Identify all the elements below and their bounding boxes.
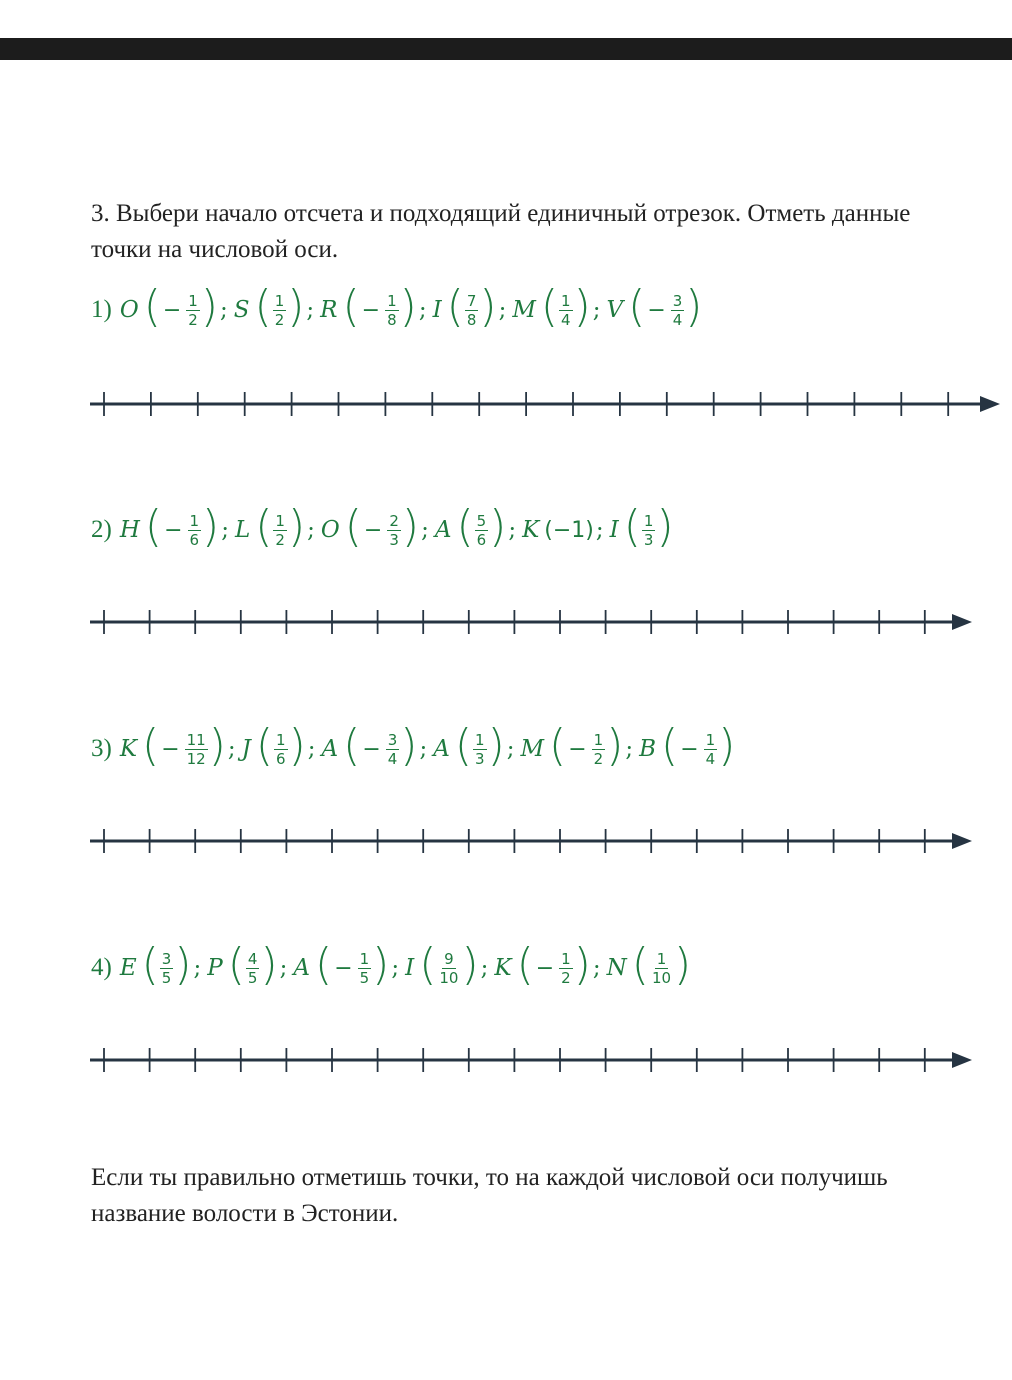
point-letter: P bbox=[207, 955, 223, 981]
close-paren: ) bbox=[400, 720, 418, 771]
close-paren: ) bbox=[202, 501, 220, 552]
close-paren: ) bbox=[461, 939, 479, 990]
exercise-4-points bbox=[91, 938, 691, 998]
fraction-denominator: 3 bbox=[643, 530, 654, 549]
separator: ; bbox=[193, 955, 202, 981]
minus-sign: − bbox=[362, 736, 381, 762]
point-letter: I bbox=[405, 955, 415, 981]
point-coordinate bbox=[207, 939, 278, 990]
point-letter: S bbox=[233, 297, 250, 323]
footer-line-1: Если ты правильно отметишь точки, то на каждой числовой оси получишь bbox=[91, 1164, 888, 1191]
close-paren: ) bbox=[656, 501, 674, 552]
open-paren: ( bbox=[254, 281, 272, 332]
close-paren: ) bbox=[401, 501, 420, 552]
exercise-number: 3) bbox=[91, 735, 112, 762]
fraction bbox=[246, 951, 260, 986]
point-coordinate bbox=[433, 720, 505, 771]
task-header-line-2: точки на числовой оси. bbox=[91, 236, 339, 263]
fraction-numerator: 2 bbox=[389, 511, 399, 530]
separator: ; bbox=[506, 736, 515, 762]
open-paren: ( bbox=[446, 281, 464, 332]
fraction-denominator: 5 bbox=[247, 968, 258, 987]
point-coordinate bbox=[119, 281, 219, 332]
open-paren: ( bbox=[631, 939, 649, 990]
axis-arrow-icon bbox=[980, 396, 1000, 412]
fraction bbox=[650, 951, 673, 986]
close-paren: ) bbox=[287, 281, 305, 332]
fraction-numerator: 3 bbox=[387, 730, 398, 749]
point-coordinate bbox=[119, 720, 226, 771]
minus-sign: − bbox=[361, 297, 381, 323]
point-letter: I bbox=[432, 297, 442, 323]
open-paren: ( bbox=[623, 501, 641, 552]
open-paren: ( bbox=[628, 281, 646, 332]
open-paren: ( bbox=[142, 720, 160, 771]
point-letter: A bbox=[433, 736, 450, 762]
fraction-denominator: 5 bbox=[161, 968, 172, 987]
close-paren: ) bbox=[487, 720, 505, 771]
top-bar bbox=[0, 38, 1012, 60]
point-letter: J bbox=[241, 736, 251, 762]
open-paren: ( bbox=[141, 939, 159, 990]
close-paren: ) bbox=[200, 281, 219, 332]
point-coordinate bbox=[522, 517, 594, 543]
exercise-number: 1) bbox=[91, 296, 112, 323]
fraction-denominator: 6 bbox=[189, 530, 200, 549]
fraction bbox=[475, 513, 489, 548]
point-letter: I bbox=[609, 517, 619, 543]
open-paren: ( bbox=[315, 939, 333, 990]
separator: ; bbox=[307, 736, 316, 762]
fraction bbox=[186, 293, 200, 328]
point-letter: E bbox=[119, 955, 137, 981]
fraction bbox=[185, 732, 208, 767]
fraction bbox=[274, 732, 288, 767]
fraction-numerator: 3 bbox=[672, 291, 683, 310]
fraction bbox=[704, 732, 718, 767]
close-paren: ) bbox=[208, 720, 226, 771]
footer-line-2: название волости в Эстонии. bbox=[91, 1200, 399, 1227]
open-paren: ( bbox=[255, 501, 273, 552]
open-paren: ( bbox=[343, 720, 361, 771]
point-coordinate bbox=[233, 281, 305, 332]
point-letter: K bbox=[494, 955, 512, 981]
fraction bbox=[465, 293, 479, 328]
point-letter: K bbox=[522, 517, 540, 543]
separator: ; bbox=[221, 517, 229, 543]
minus-sign: − bbox=[680, 736, 699, 762]
point-coordinate bbox=[321, 720, 418, 771]
close-paren: ) bbox=[573, 281, 591, 332]
fraction bbox=[592, 732, 606, 767]
fraction bbox=[559, 951, 573, 986]
fraction bbox=[385, 293, 399, 328]
close-paren: ) bbox=[718, 720, 736, 771]
fraction-numerator: 1 bbox=[705, 730, 716, 749]
fraction-numerator: 1 bbox=[643, 511, 654, 530]
axis-arrow-icon bbox=[952, 1052, 972, 1068]
fraction bbox=[273, 513, 287, 548]
minus-sign: − bbox=[334, 955, 353, 981]
separator: ; bbox=[592, 955, 601, 981]
close-paren: ) bbox=[674, 939, 692, 990]
fraction-numerator: 1 bbox=[188, 291, 198, 310]
fraction-numerator: 11 bbox=[186, 730, 206, 749]
point-coordinate bbox=[434, 501, 507, 552]
point-letter: N bbox=[606, 955, 627, 981]
open-paren: ( bbox=[456, 501, 474, 552]
point-letter: M bbox=[512, 297, 536, 323]
point-coordinate bbox=[494, 939, 591, 990]
separator: ; bbox=[419, 736, 428, 762]
fraction-denominator: 4 bbox=[561, 310, 571, 329]
point-coordinate bbox=[512, 281, 591, 332]
fraction bbox=[671, 293, 685, 328]
point-coordinate bbox=[609, 501, 674, 552]
fraction bbox=[559, 293, 573, 328]
separator: ; bbox=[498, 297, 507, 323]
separator: ; bbox=[279, 955, 288, 981]
open-paren: ( bbox=[255, 720, 274, 771]
fraction-numerator: 3 bbox=[161, 949, 172, 968]
separator: ; bbox=[227, 736, 236, 762]
point-coordinate bbox=[119, 939, 192, 990]
fraction-denominator: 2 bbox=[274, 310, 285, 329]
separator: ; bbox=[307, 517, 315, 543]
fraction-numerator: 1 bbox=[189, 511, 200, 530]
open-paren: ( bbox=[419, 939, 437, 990]
point-letter: B bbox=[639, 736, 657, 762]
point-letter: O bbox=[119, 297, 139, 323]
exercise-3-points bbox=[91, 719, 735, 779]
point-letter: L bbox=[234, 517, 251, 543]
point-coordinate bbox=[639, 720, 736, 771]
number-line-1[interactable] bbox=[88, 387, 1004, 421]
fraction-denominator: 4 bbox=[672, 310, 683, 329]
point-coordinate bbox=[293, 939, 390, 990]
fraction-numerator: 1 bbox=[275, 511, 285, 530]
open-paren: ( bbox=[342, 281, 360, 332]
task-header bbox=[91, 196, 981, 268]
fraction-denominator: 12 bbox=[186, 749, 206, 768]
separator: ; bbox=[480, 955, 489, 981]
minus-sign: − bbox=[164, 517, 183, 543]
axis-arrow-icon bbox=[952, 833, 972, 849]
close-paren: ) bbox=[174, 939, 192, 990]
separator: ; bbox=[625, 736, 634, 762]
fraction bbox=[387, 513, 401, 548]
point-coordinate bbox=[241, 720, 306, 771]
fraction bbox=[160, 951, 174, 986]
fraction-numerator: 1 bbox=[475, 730, 485, 749]
fraction-numerator: 7 bbox=[466, 291, 477, 310]
close-paren: ) bbox=[479, 281, 497, 332]
fraction-denominator: 6 bbox=[476, 530, 487, 549]
fraction bbox=[642, 513, 656, 548]
point-letter: A bbox=[434, 517, 452, 543]
point-coordinate bbox=[520, 720, 624, 771]
fraction bbox=[188, 513, 202, 548]
point-letter: M bbox=[520, 736, 545, 762]
exercise-2-points bbox=[91, 500, 674, 560]
fraction-numerator: 1 bbox=[561, 949, 571, 968]
point-letter: V bbox=[606, 297, 624, 323]
footer-text bbox=[91, 1160, 991, 1232]
close-paren: ) bbox=[685, 281, 703, 332]
fraction-denominator: 5 bbox=[359, 968, 370, 987]
separator: ; bbox=[418, 297, 427, 323]
fraction-numerator: 1 bbox=[276, 730, 286, 749]
minus-sign: − bbox=[162, 297, 182, 323]
fraction-numerator: 1 bbox=[274, 291, 285, 310]
task-header-line-1: 3. Выбери начало отсчета и подходящий единичный отрезок. Отметь данные bbox=[91, 200, 911, 227]
fraction bbox=[273, 293, 287, 328]
open-paren: ( bbox=[144, 501, 163, 552]
close-paren: ) bbox=[606, 720, 624, 771]
fraction-denominator: 4 bbox=[387, 749, 398, 768]
point-coordinate bbox=[606, 939, 692, 990]
fraction-denominator: 3 bbox=[389, 530, 399, 549]
open-paren: ( bbox=[143, 281, 161, 332]
fraction-numerator: 5 bbox=[476, 511, 487, 530]
fraction bbox=[473, 732, 487, 767]
point-letter: K bbox=[119, 736, 138, 762]
fraction bbox=[437, 951, 460, 986]
number-line-4[interactable] bbox=[88, 1043, 1004, 1077]
fraction-numerator: 9 bbox=[444, 949, 454, 968]
fraction-denominator: 2 bbox=[593, 749, 604, 768]
separator: ; bbox=[595, 517, 604, 543]
exercise-number: 4) bbox=[91, 954, 112, 981]
fraction-denominator: 10 bbox=[651, 968, 672, 987]
point-coordinate bbox=[320, 501, 420, 552]
separator: ; bbox=[391, 955, 400, 981]
fraction-numerator: 1 bbox=[593, 730, 604, 749]
fraction-denominator: 3 bbox=[475, 749, 485, 768]
fraction-denominator: 2 bbox=[188, 310, 198, 329]
exercise-number: 2) bbox=[91, 516, 112, 543]
number-line-2[interactable] bbox=[88, 605, 1004, 639]
minus-sign: − bbox=[568, 736, 587, 762]
number-line-3[interactable] bbox=[88, 824, 1004, 858]
fraction bbox=[358, 951, 372, 986]
close-paren: ) bbox=[372, 939, 390, 990]
open-paren: ( bbox=[540, 281, 559, 332]
axis-arrow-icon bbox=[952, 614, 972, 630]
point-coordinate bbox=[234, 501, 306, 552]
open-paren: ( bbox=[549, 720, 567, 771]
open-paren: ( bbox=[344, 501, 362, 552]
minus-sign: − bbox=[161, 736, 180, 762]
fraction bbox=[386, 732, 400, 767]
point-coordinate bbox=[606, 281, 703, 332]
point-coordinate bbox=[320, 281, 417, 332]
fraction-denominator: 6 bbox=[276, 749, 286, 768]
point-value: (−1) bbox=[544, 517, 594, 543]
separator: ; bbox=[508, 517, 517, 543]
point-letter: O bbox=[320, 517, 340, 543]
point-coordinate bbox=[432, 281, 497, 332]
point-letter: H bbox=[119, 517, 140, 543]
minus-sign: − bbox=[647, 297, 666, 323]
point-letter: A bbox=[293, 955, 311, 981]
fraction-numerator: 1 bbox=[359, 949, 370, 968]
point-letter: A bbox=[321, 736, 339, 762]
close-paren: ) bbox=[399, 281, 417, 332]
fraction-denominator: 4 bbox=[705, 749, 716, 768]
fraction-denominator: 2 bbox=[275, 530, 285, 549]
close-paren: ) bbox=[288, 720, 306, 771]
minus-sign: − bbox=[535, 955, 555, 981]
open-paren: ( bbox=[454, 720, 473, 771]
separator: ; bbox=[421, 517, 429, 543]
fraction-denominator: 8 bbox=[466, 310, 477, 329]
fraction-denominator: 2 bbox=[561, 968, 571, 987]
open-paren: ( bbox=[516, 939, 534, 990]
fraction-numerator: 1 bbox=[561, 291, 571, 310]
separator: ; bbox=[592, 297, 601, 323]
open-paren: ( bbox=[227, 939, 245, 990]
point-letter: R bbox=[320, 297, 338, 323]
exercise-1-points bbox=[91, 280, 702, 340]
separator: ; bbox=[306, 297, 315, 323]
fraction-denominator: 8 bbox=[387, 310, 397, 329]
fraction-denominator: 10 bbox=[439, 968, 459, 987]
fraction-numerator: 1 bbox=[656, 949, 667, 968]
close-paren: ) bbox=[287, 501, 306, 552]
separator: ; bbox=[220, 297, 228, 323]
close-paren: ) bbox=[489, 501, 507, 552]
open-paren: ( bbox=[661, 720, 679, 771]
point-coordinate bbox=[405, 939, 479, 990]
fraction-numerator: 4 bbox=[247, 949, 258, 968]
fraction-numerator: 1 bbox=[387, 291, 397, 310]
close-paren: ) bbox=[260, 939, 278, 990]
minus-sign: − bbox=[363, 517, 383, 543]
point-coordinate bbox=[119, 501, 220, 552]
close-paren: ) bbox=[573, 939, 591, 990]
